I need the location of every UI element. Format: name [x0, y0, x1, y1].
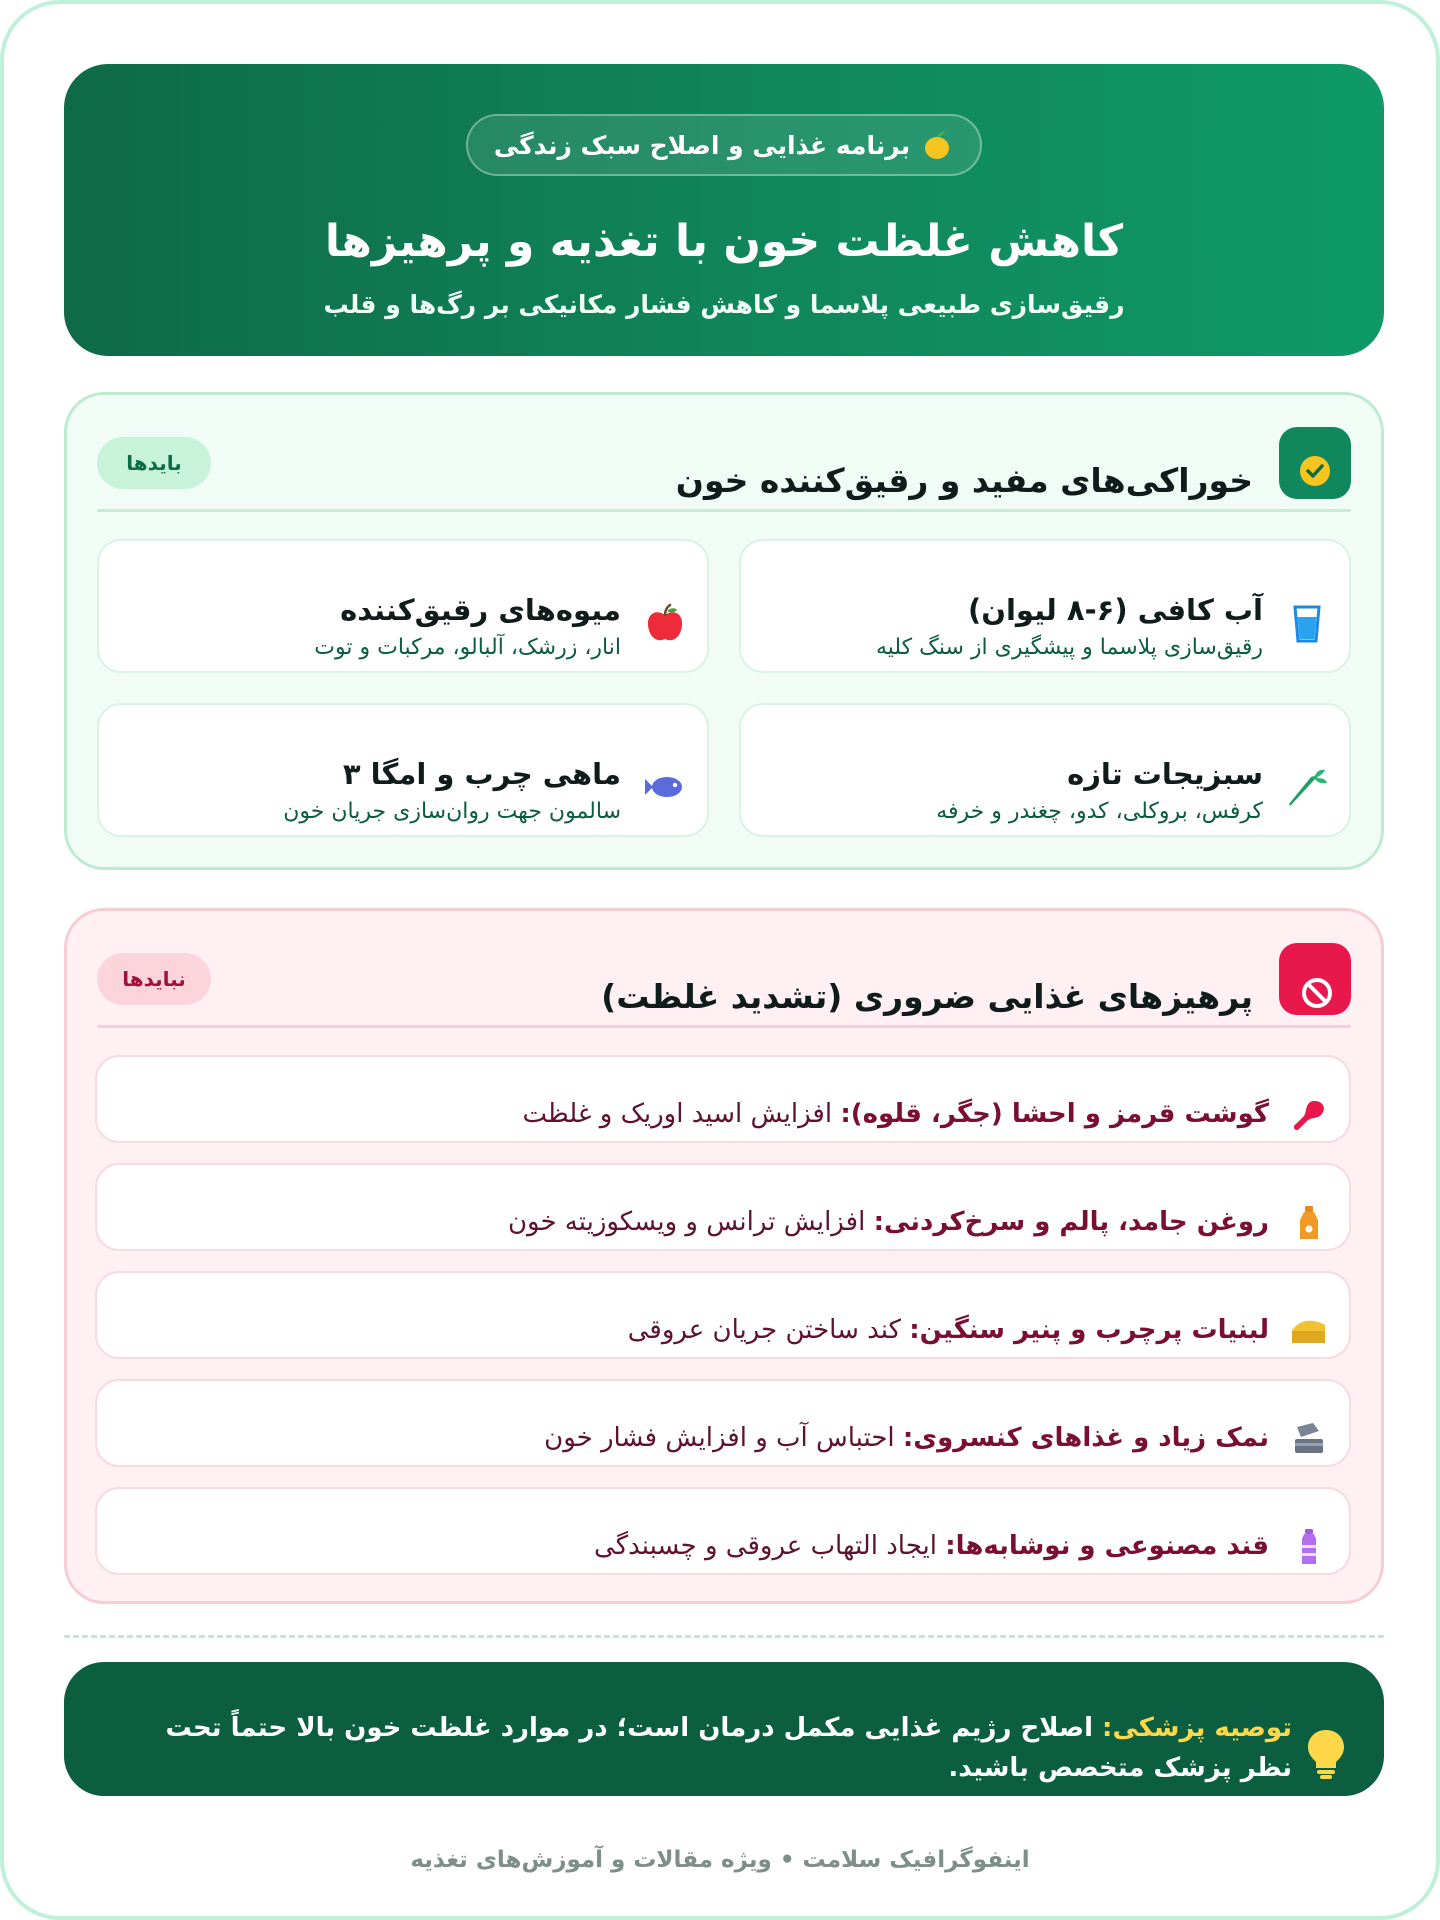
avoid-item-text	[522, 1099, 1269, 1129]
avoid-item-solid-oil	[95, 1163, 1351, 1251]
avoid-item-desc: افزایش اسید اوریک و غلظت	[522, 1099, 833, 1129]
good-card-fish	[97, 703, 709, 837]
card-title: سبزیجات تازه	[1067, 757, 1263, 791]
good-card-vegetables	[739, 703, 1351, 837]
card-desc: کرفس، بروکلی، کدو، چغندر و خرفه	[936, 799, 1263, 824]
oil-bottle-icon	[1289, 1203, 1329, 1243]
page-title: کاهش غلظت خون با تغذیه و پرهیزها	[324, 216, 1124, 267]
carrot-icon	[1285, 765, 1329, 809]
avoid-item-label: گوشت قرمز و احشا (جگر، قلوه):	[840, 1099, 1269, 1129]
footer-caption: اینفوگرافیک سلامت • ویژه مقالات و آموزش‌های تغذیه	[410, 1847, 1030, 1873]
lightbulb-icon	[1304, 1728, 1348, 1780]
avoid-item-salt	[95, 1379, 1351, 1467]
check-icon	[1279, 427, 1351, 499]
avoid-item-label: نمک زیاد و غذاهای کنسروی:	[902, 1423, 1269, 1453]
avoid-item-label: لبنیات پرچرب و پنیر سنگین:	[909, 1315, 1269, 1345]
avoid-item-text	[628, 1315, 1269, 1345]
avoid-item-text	[508, 1207, 1269, 1237]
good-foods-section	[64, 392, 1384, 870]
advice-body: اصلاح رژیم غذایی مکمل درمان است؛ در موارد غلظت خون بالا حتماً تحت نظر پزشک متخصص باشید.	[165, 1713, 1292, 1783]
good-section-title: خوراکی‌های مفید و رقیق‌کننده خون	[675, 461, 1253, 500]
card-desc: سالمون جهت روان‌سازی جریان خون	[283, 799, 621, 824]
good-section-divider	[97, 509, 1351, 512]
bad-section-title: پرهیزهای غذایی ضروری (تشدید غلظت)	[601, 977, 1253, 1016]
lemon-icon	[920, 128, 954, 162]
avoid-item-desc: ایجاد التهاب عروقی و چسبندگی	[594, 1531, 937, 1561]
card-title: میوه‌های رقیق‌کننده	[340, 593, 621, 627]
avoid-item-sugar	[95, 1487, 1351, 1575]
soda-bottle-icon	[1289, 1527, 1329, 1567]
bad-section-badge	[1279, 943, 1351, 1015]
card-title: ماهی چرب و امگا ۳	[342, 757, 621, 791]
avoid-item-label: روغن جامد، پالم و سرخ‌کردنی:	[873, 1207, 1269, 1237]
good-card-water	[739, 539, 1351, 673]
medical-advice-box	[64, 1662, 1384, 1796]
good-section-badge	[1279, 427, 1351, 499]
header-banner	[64, 64, 1384, 356]
avoid-item-desc: کند ساختن جریان عروقی	[627, 1315, 902, 1345]
avoid-item-text	[544, 1423, 1269, 1453]
good-section-tag: بایدها	[97, 437, 211, 489]
avoid-item-desc: افزایش ترانس و ویسکوزیته خون	[507, 1207, 866, 1237]
section-divider	[64, 1635, 1384, 1638]
glass-of-water-icon	[1285, 601, 1329, 645]
advice-label: توصیه پزشکی:	[1102, 1713, 1292, 1743]
fish-icon	[643, 765, 687, 809]
apple-icon	[643, 601, 687, 645]
salt-shaker-icon	[1289, 1419, 1329, 1459]
card-desc: انار، زرشک، آلبالو، مرکبات و توت	[314, 635, 621, 660]
avoid-item-desc: احتباس آب و افزایش فشار خون	[544, 1423, 895, 1453]
good-card-fruits	[97, 539, 709, 673]
medical-advice-text	[142, 1708, 1292, 1788]
ban-icon	[1279, 943, 1351, 1015]
cheese-icon	[1289, 1311, 1329, 1351]
header-pill	[466, 114, 982, 176]
bad-section-tag: نبایدها	[97, 953, 211, 1005]
avoid-item-red-meat	[95, 1055, 1351, 1143]
avoid-item-text	[594, 1531, 1269, 1561]
avoid-item-dairy	[95, 1271, 1351, 1359]
avoid-item-label: قند مصنوعی و نوشابه‌ها:	[945, 1531, 1269, 1561]
header-pill-label: برنامه غذایی و اصلاح سبک زندگی	[493, 130, 911, 160]
bad-section-divider	[97, 1025, 1351, 1028]
meat-icon	[1289, 1095, 1329, 1135]
avoid-foods-section	[64, 908, 1384, 1604]
card-title: آب کافی (۶-۸ لیوان)	[967, 593, 1263, 627]
page-subtitle: رقیق‌سازی طبیعی پلاسما و کاهش فشار مکانیکی بر رگ‌ها و قلب	[323, 290, 1125, 319]
card-desc: رقیق‌سازی پلاسما و پیشگیری از سنگ کلیه	[875, 635, 1263, 660]
